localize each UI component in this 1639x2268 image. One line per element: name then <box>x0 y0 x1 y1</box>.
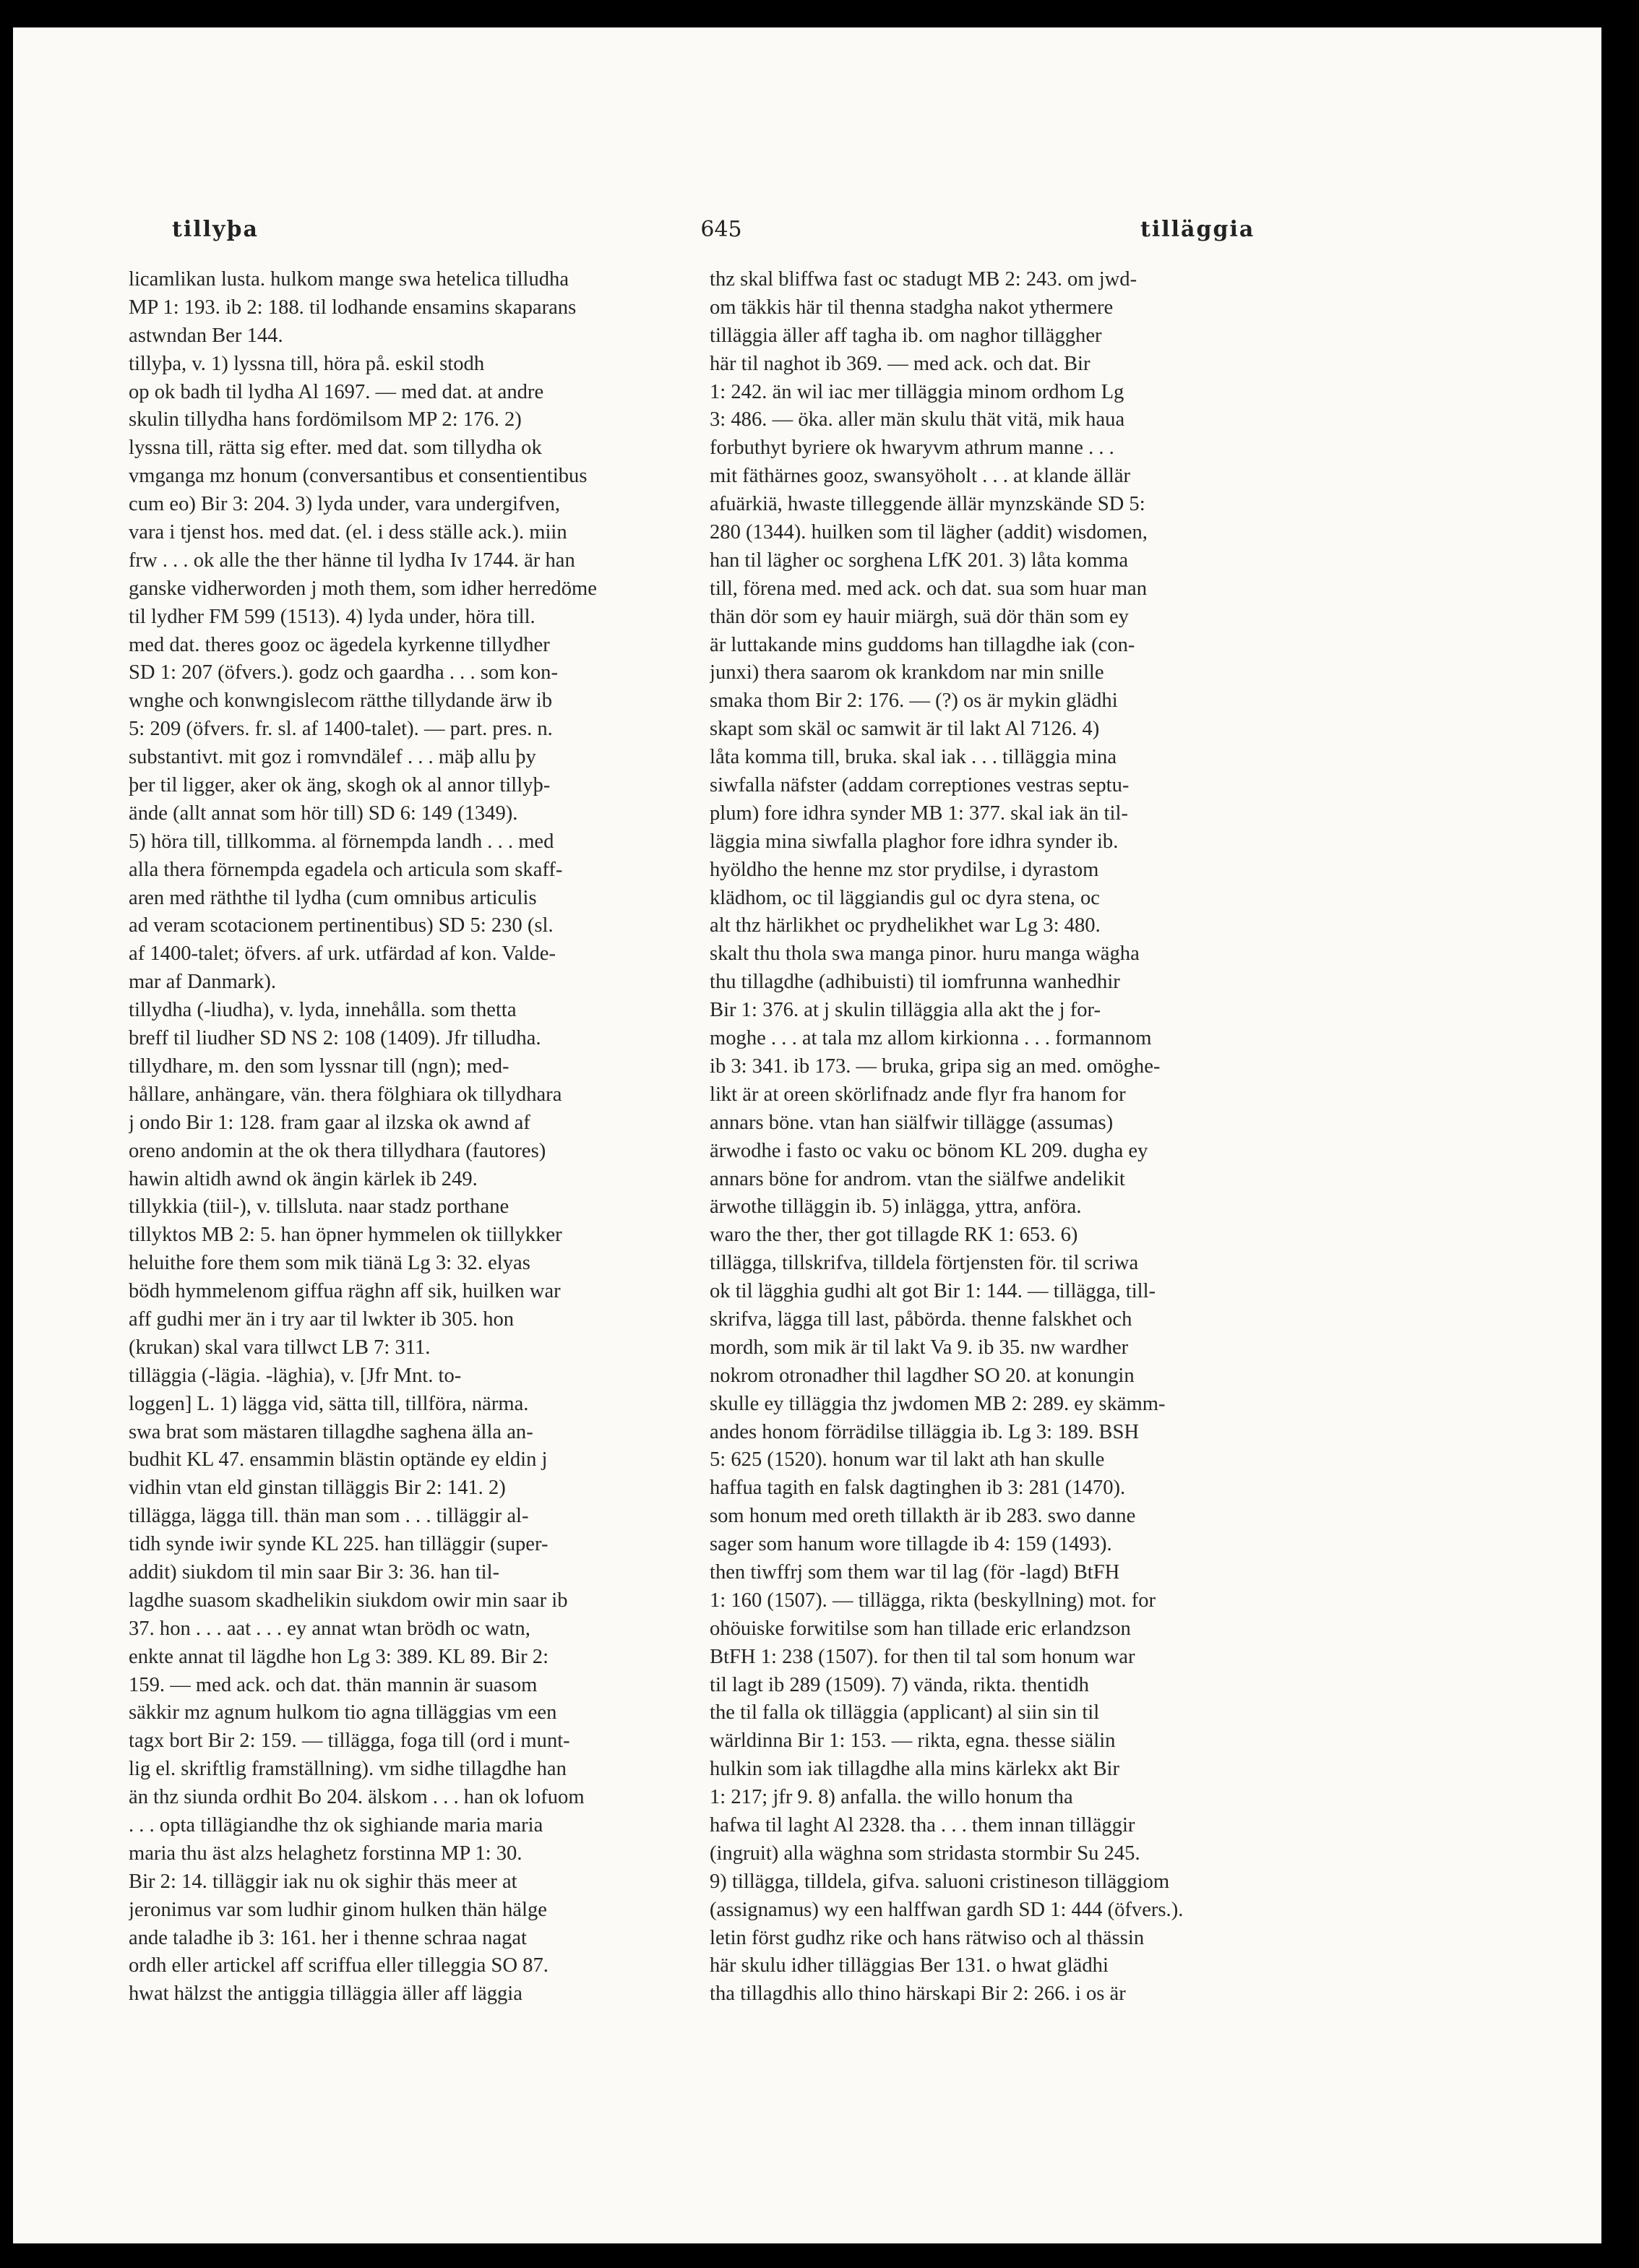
text-line: ordh eller artickel aff scriffua eller tilleggia SO 87. <box>129 1954 549 1977</box>
text-line: 5) höra till, tillkomma. al förnempda landh . . . med <box>129 830 554 853</box>
text-line: letin först gudhz rike och hans rätwiso och al thässin <box>710 1926 1145 1949</box>
text-line: ände (allt annat som hör till) SD 6: 149 (1349). <box>129 802 518 825</box>
text-line: 159. — med ack. och dat. thän mannin är suasom <box>129 1673 538 1696</box>
text-line: lyssna till, rätta sig efter. med dat. som tillydha ok <box>129 437 542 460</box>
text-line: nokrom otronadher thil lagdher SO 20. at konungin <box>710 1364 1135 1387</box>
text-line: är luttakande mins guddoms han tillagdhe iak (con- <box>710 633 1135 656</box>
text-line: wnghe och konwngislecom rätthe tillydande ärw ib <box>129 690 553 713</box>
text-line: 9) tillägga, tilldela, gifva. saluoni cristineson tilläggiom <box>710 1870 1170 1893</box>
text-line: ohöuiske forwitilse som han tillade eric erlandzson <box>710 1617 1131 1640</box>
text-line: lig el. skriftlig framställning). vm sidhe tillagdhe han <box>129 1758 567 1781</box>
text-line: skulin tillydha hans fordömilsom MP 2: 176. 2) <box>129 408 522 431</box>
text-line: Bir 1: 376. at j skulin tilläggia alla akt the j for- <box>710 999 1101 1022</box>
text-line: þer til ligger, aker ok äng, skogh ok al annor tillyþ- <box>129 774 551 797</box>
text-line: 1: 217; jfr 9. 8) anfalla. the willo honum tha <box>710 1786 1073 1809</box>
text-line: skapt som skäl oc samwit är til lakt Al 7126. 4) <box>710 718 1100 741</box>
text-line: 37. hon . . . aat . . . ey annat wtan brödh oc watn, <box>129 1617 530 1640</box>
text-line: plum) fore idhra synder MB 1: 377. skal iak än til- <box>710 802 1128 825</box>
text-line: astwndan Ber 144. <box>129 324 283 347</box>
text-line: ärwodhe i fasto oc vaku oc bönom KL 209. dugha ey <box>710 1139 1148 1162</box>
text-line: som honum med oreth tillakth är ib 283. swo danne <box>710 1505 1136 1528</box>
text-line: til lydher FM 599 (1513). 4) lyda under, höra till. <box>129 605 535 628</box>
text-line: ok til lägghia gudhi alt got Bir 1: 144. — tillägga, till- <box>710 1280 1156 1303</box>
text-line: 5: 209 (öfvers. fr. sl. af 1400-talet). — part. pres. n. <box>129 718 553 741</box>
text-line: thu tillagdhe (adhibuisti) til iomfrunna wanhedhir <box>710 971 1120 994</box>
text-line: tilläggia äller aff tagha ib. om naghor tilläggher <box>710 324 1102 347</box>
text-line: BtFH 1: 238 (1507). for then til tal som honum war <box>710 1645 1135 1668</box>
page-number: 645 <box>700 217 742 242</box>
text-line: breff til liudher SD NS 2: 108 (1409). Jfr tilludha. <box>129 1027 541 1050</box>
text-line: licamlikan lusta. hulkom mange swa hetelica tilludha <box>129 268 569 291</box>
text-line: addit) siukdom til min saar Bir 3: 36. han til- <box>129 1560 500 1584</box>
text-line: vara i tjenst hos. med dat. (el. i dess ställe ack.). miin <box>129 521 567 544</box>
text-line: annars böne. vtan han siälfwir tilläggе (assumas) <box>710 1111 1114 1134</box>
text-line: haffua tagith en falsk dagtinghen ib 3: 281 (1470). <box>710 1477 1126 1500</box>
text-line: hållare, anhängare, vän. thera fölghiara ok tillydhara <box>129 1083 562 1106</box>
text-line: op ok badh til lydha Al 1697. — med dat. at andre <box>129 380 544 403</box>
text-line: med dat. theres gooz oc ägedela kyrkenne tillydher <box>129 633 550 656</box>
text-line: tillydhare, m. den som lyssnar till (ngn); med- <box>129 1054 509 1078</box>
text-line: hyöldho the henne mz stor prydilse, i dyrastom <box>710 858 1099 881</box>
text-line: forbuthyt byriere ok hwaryvm athrum manne . . . <box>710 437 1114 460</box>
text-line: thän dör som ey hauir miärgh, suä dör thän som ey <box>710 605 1129 628</box>
text-line: (ingruit) alla wäghna som stridasta stormbir Su 245. <box>710 1842 1140 1865</box>
text-line: sager som hanum wore tillagde ib 4: 159 (1493). <box>710 1533 1112 1556</box>
text-line: enkte annat til lägdhe hon Lg 3: 389. KL 89. Bir 2: <box>129 1645 549 1668</box>
text-line: till, förena med. med ack. och dat. sua som huar man <box>710 577 1148 600</box>
text-line: ad veram scotacionem pertinentibus) SD 5: 230 (sl. <box>129 914 554 937</box>
text-line: säkkir mz agnum hulkom tio agna tilläggias vm een <box>129 1701 557 1724</box>
text-line: alla thera förnempda egadela och articula som skaff- <box>129 858 563 881</box>
text-line: substantivt. mit goz i romvndälef . . . mäþ allu þy <box>129 746 536 769</box>
text-line: tha tillagdhis allo thino härskapi Bir 2: 266. i os är <box>710 1983 1126 2006</box>
text-line: hwat hälzst the antiggia tilläggia äller aff läggia <box>129 1983 522 2006</box>
text-line: annars böne for androm. vtan the siälfwe andelikit <box>710 1167 1125 1190</box>
text-line: hawin altidh awnd ok ängin kärlek ib 249. <box>129 1167 478 1190</box>
text-line: tillyktos MB 2: 5. han öpner hymmelen ok tiillykker <box>129 1224 562 1247</box>
text-line: han til lägher oc sorghena LfK 201. 3) låta komma <box>710 549 1129 572</box>
text-line: til lagt ib 289 (1509). 7) vända, rikta. thentidh <box>710 1673 1089 1696</box>
text-line: här skulu idher tilläggias Ber 131. o hwat glädhi <box>710 1954 1109 1977</box>
text-line: afuärkiä, hwaste tilleggende ällär mynzskände SD 5: <box>710 493 1145 516</box>
text-line: skrifva, lägga till last, påbörda. thenne falskhet och <box>710 1307 1132 1331</box>
text-line: frw . . . ok alle the ther hänne til lydha Iv 1744. är han <box>129 549 575 572</box>
text-line: budhit KL 47. ensammin blästin optände ey eldin j <box>129 1448 548 1472</box>
text-line: SD 1: 207 (öfvers.). godz och gaardha . . . som kon- <box>129 661 558 684</box>
text-line: tillyþa, v. 1) lyssna till, höra på. eskil stodh <box>129 352 485 375</box>
text-line: låta komma till, bruka. skal iak . . . tilläggia mina <box>710 746 1117 769</box>
text-line: mit fäthärnes gooz, swansyöholt . . . at klande ällär <box>710 465 1131 488</box>
text-line: cum eo) Bir 3: 204. 3) lyda under, vara undergifven, <box>129 493 561 516</box>
text-line: 3: 486. — öka. aller män skulu thät vitä, mik haua <box>710 408 1125 431</box>
text-line: the til falla ok tilläggia (applicant) al siin sin til <box>710 1701 1100 1724</box>
text-line: hulkin som iak tillagdhe alla mins kärlekx akt Bir <box>710 1758 1120 1781</box>
text-line: tilläggia (-lägia. -läghia), v. [Jfr Mnt. to- <box>129 1364 462 1387</box>
text-line: vidhin vtan eld ginstan tilläggis Bir 2: 141. 2) <box>129 1477 506 1500</box>
text-line: Bir 2: 14. tilläggir iak nu ok sighir thäs meer at <box>129 1870 517 1893</box>
text-line: smaka thom Bir 2: 176. — (?) os är mykin glädhi <box>710 690 1118 713</box>
text-line: skalt thu thola swa manga pinor. huru manga wägha <box>710 942 1140 966</box>
text-line: tillykkia (tiil-), v. tillsluta. naar stadz porthane <box>129 1195 509 1219</box>
text-line: ib 3: 341. ib 173. — bruka, gripa sig an med. omöghe- <box>710 1054 1161 1078</box>
text-line: moghe . . . at tala mz allom kirkionna . . . formannom <box>710 1027 1152 1050</box>
text-line: mar af Danmark). <box>129 971 277 994</box>
text-line: tillydha (-liudha), v. lyda, innehålla. som thetta <box>129 999 517 1022</box>
text-line: aff gudhi mer än i try aar til lwkter ib 305. hon <box>129 1307 515 1331</box>
text-line: tillägga, tillskrifva, tilldela förtjensten för. til scriwa <box>710 1252 1139 1275</box>
text-line: likt är at oreen skörlifnadz ande flyr fra hanom for <box>710 1083 1126 1106</box>
text-line: 1: 160 (1507). — tillägga, rikta (beskyllning) mot. for <box>710 1589 1156 1612</box>
text-line: thz skal bliffwa fast oc stadugt MB 2: 243. om jwd- <box>710 268 1137 291</box>
text-line: . . . opta tillägiandhe thz ok sighiande maria maria <box>129 1813 543 1837</box>
text-line: 280 (1344). huilken som til lägher (addit) wisdomen, <box>710 521 1148 544</box>
text-line: mordh, som mik är til lakt Va 9. ib 35. nw wardher <box>710 1336 1129 1359</box>
text-line: MP 1: 193. ib 2: 188. til lodhande ensamins skaparans <box>129 296 577 319</box>
text-line: swa brat som mästaren tillagdhe saghena älla an- <box>129 1420 533 1443</box>
text-line: klädhom, oc til läggiandis gul oc dyra stena, oc <box>710 886 1100 909</box>
text-line: här til naghot ib 369. — med ack. och dat. Bir <box>710 352 1090 375</box>
text-line: än thz siunda ordhit Bo 204. älskom . . . han ok lofuom <box>129 1786 585 1809</box>
text-line: loggen] L. 1) lägga vid, sätta till, tillföra, närma. <box>129 1392 529 1415</box>
text-line: lagdhe suasom skadhelikin siukdom owir min saar ib <box>129 1589 568 1612</box>
text-line: alt thz härlikhet oc prydhelikhet war Lg 3: 480. <box>710 914 1101 937</box>
text-line: 1: 242. än wil iac mer tilläggia minom ordhom Lg <box>710 380 1124 403</box>
text-line: andes honom förrädilse tilläggia ib. Lg 3: 189. BSH <box>710 1420 1140 1443</box>
text-line: waro the ther, ther got tillagde RK 1: 653. 6) <box>710 1224 1078 1247</box>
header-right-catchword: tilläggia <box>1140 217 1255 242</box>
text-line: tillägga, lägga till. thän man som . . . tilläggir al- <box>129 1505 529 1528</box>
dictionary-page <box>13 27 1601 2243</box>
left-column <box>129 266 772 2009</box>
right-column <box>710 266 1353 2009</box>
text-line: (krukan) skal vara tillwct LB 7: 311. <box>129 1336 431 1359</box>
text-line: wärldinna Bir 1: 153. — rikta, egna. thesse siälin <box>710 1730 1116 1753</box>
text-line: siwfalla näfster (addam correptiones vestras septu- <box>710 774 1130 797</box>
text-line: läggia mina siwfalla plaghor fore idhra synder ib. <box>710 830 1119 853</box>
text-line: hafwa til laght Al 2328. tha . . . them innan tilläggir <box>710 1813 1135 1837</box>
text-line: vmganga mz honum (conversantibus et consentientibus <box>129 465 588 488</box>
text-line: j ondo Bir 1: 128. fram gaar al ilzska ok awnd af <box>129 1111 530 1134</box>
text-line: jeronimus var som ludhir ginom hulken thän hälge <box>129 1898 547 1921</box>
text-line: aren med räththe til lydha (cum omnibus articulis <box>129 886 537 909</box>
text-line: then tiwffrj som them war til lag (för -lagd) BtFH <box>710 1560 1120 1584</box>
text-line: 5: 625 (1520). honum war til lakt ath han skulle <box>710 1448 1105 1472</box>
text-line: ande taladhe ib 3: 161. her i thenne schraa nagat <box>129 1926 528 1949</box>
text-line: tagx bort Bir 2: 159. — tillägga, foga till (ord i munt- <box>129 1730 570 1753</box>
text-line: af 1400-talet; öfvers. af urk. utfärdad af kon. Valde- <box>129 942 556 966</box>
text-line: (assignamus) wy een halffwan gardh SD 1: 444 (öfvers.). <box>710 1898 1184 1921</box>
text-line: ärwothe tilläggin ib. 5) inlägga, yttra, anföra. <box>710 1195 1082 1219</box>
text-line: junxi) thera saarom ok krankdom nar min snille <box>710 661 1104 684</box>
text-line: ganske vidherworden j moth them, som idher herredöme <box>129 577 597 600</box>
text-line: om täkkis här til thenna stadgha nakot ythermere <box>710 296 1114 319</box>
text-line: oreno andomin at the ok thera tillydhara (fautores) <box>129 1139 546 1162</box>
text-line: maria thu äst alzs helaghetz forstinna MP 1: 30. <box>129 1842 522 1865</box>
text-line: tidh synde iwir synde KL 225. han tilläggir (super- <box>129 1533 549 1556</box>
text-line: heluithe fore them som mik tiänä Lg 3: 32. elyas <box>129 1252 530 1275</box>
text-line: bödh hymmelenom giffua räghn aff sik, huilken war <box>129 1280 561 1303</box>
header-left-catchword: tillyþa <box>172 217 259 242</box>
text-line: skulle ey tilläggia thz jwdomen MB 2: 289. ey skämm- <box>710 1392 1166 1415</box>
